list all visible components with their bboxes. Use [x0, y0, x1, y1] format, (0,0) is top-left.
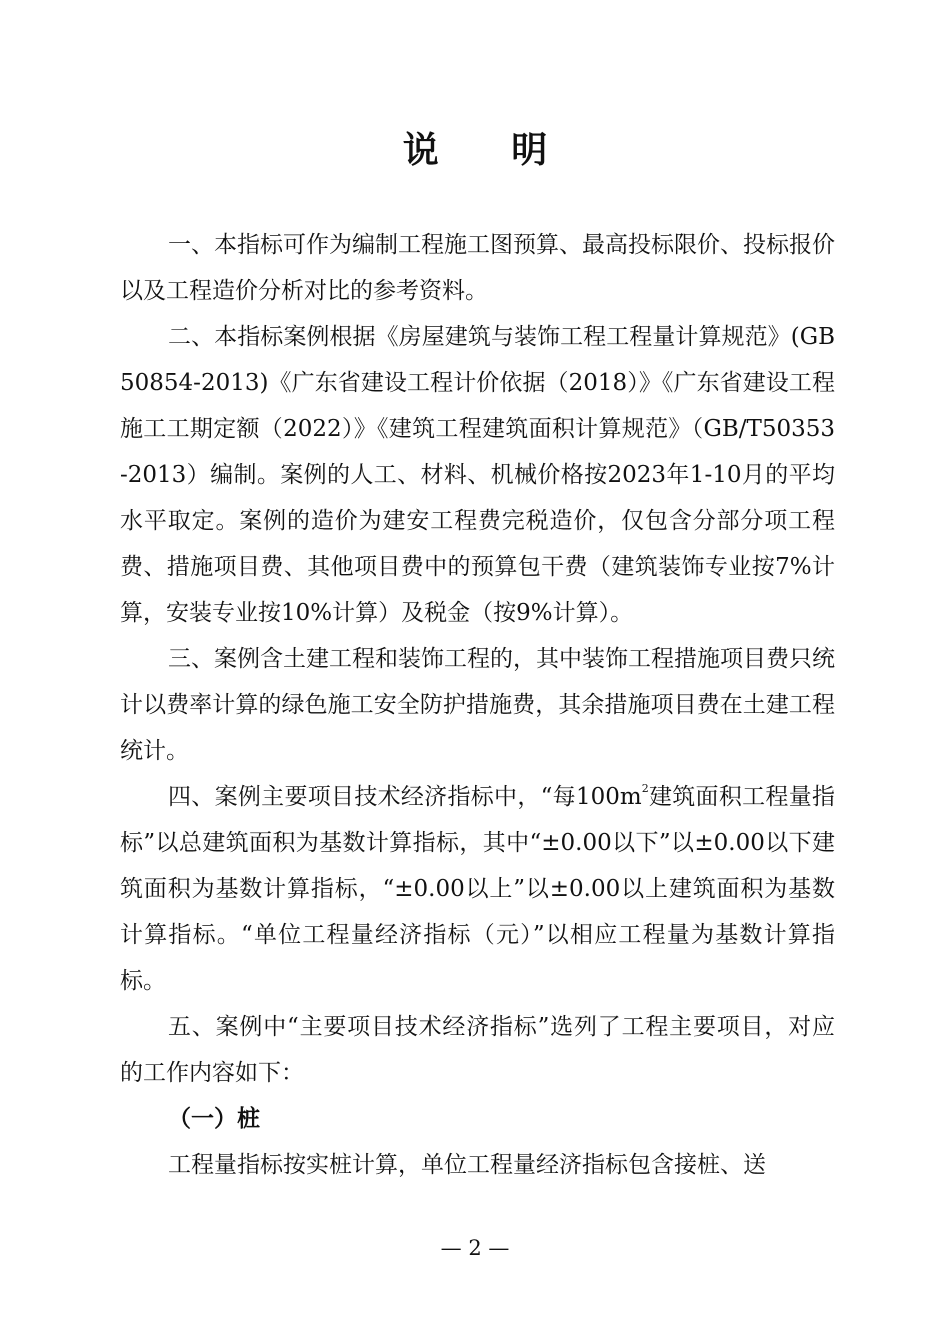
paragraph-3: 三、案例含土建工程和装饰工程的，其中装饰工程措施项目费只统计以费率计算的绿色施工安全防护措施费，其余措施项目费在土建工程统计。 — [120, 646, 835, 764]
page-number: — 2 — — [440, 1236, 510, 1260]
paragraph-4 — [120, 774, 835, 1004]
paragraph-5: 五、案例中“主要项目技术经济指标”选列了工程主要项目，对应的工作内容如下： — [120, 1014, 835, 1086]
document-body — [120, 222, 835, 1188]
page-title: 说 明 — [402, 129, 578, 171]
paragraph-6: 工程量指标按实桩计算，单位工程量经济指标包含接桩、送 — [168, 1152, 766, 1178]
paragraph-2: 二、本指标案例根据《房屋建筑与装饰工程工程量计算规范》(GB50854-2013)《广东省建设工程计价依据（2018）》《广东省建设工程施工工期定额（2022）》《建筑工程建筑面积计算规范》（GB/T50353-2013）编制。案例的人工、材料、机械价格按2023年1-10月的平均水平取定。案例的造价为建安工程费完税造价，仅包含分部分项工程费、措施项目费、其他项目费中的预算包干费（建筑装饰专业按7%计算，安装专业按10%计算）及税金（按9%计算）。 — [120, 324, 835, 626]
section-heading-pile: （一）桩 — [168, 1106, 260, 1132]
paragraph-4-part-1: 四、案例主要项目技术经济指标中，“每100m — [168, 784, 642, 810]
paragraph-1: 一、本指标可作为编制工程施工图预算、最高投标限价、投标报价以及工程造价分析对比的参考资料。 — [120, 232, 835, 304]
square-meter-superscript: 2 — [641, 782, 649, 795]
paragraph-4-part-2: 建筑面积工程量指标”以总建筑面积为基数计算指标，其中“±0.00以下”以±0.00以下建筑面积为基数计算指标，“±0.00以上”以±0.00以上建筑面积为基数计算指标。“单位工程量经济指标（元）”以相应工程量为基数计算指标。 — [120, 784, 836, 994]
